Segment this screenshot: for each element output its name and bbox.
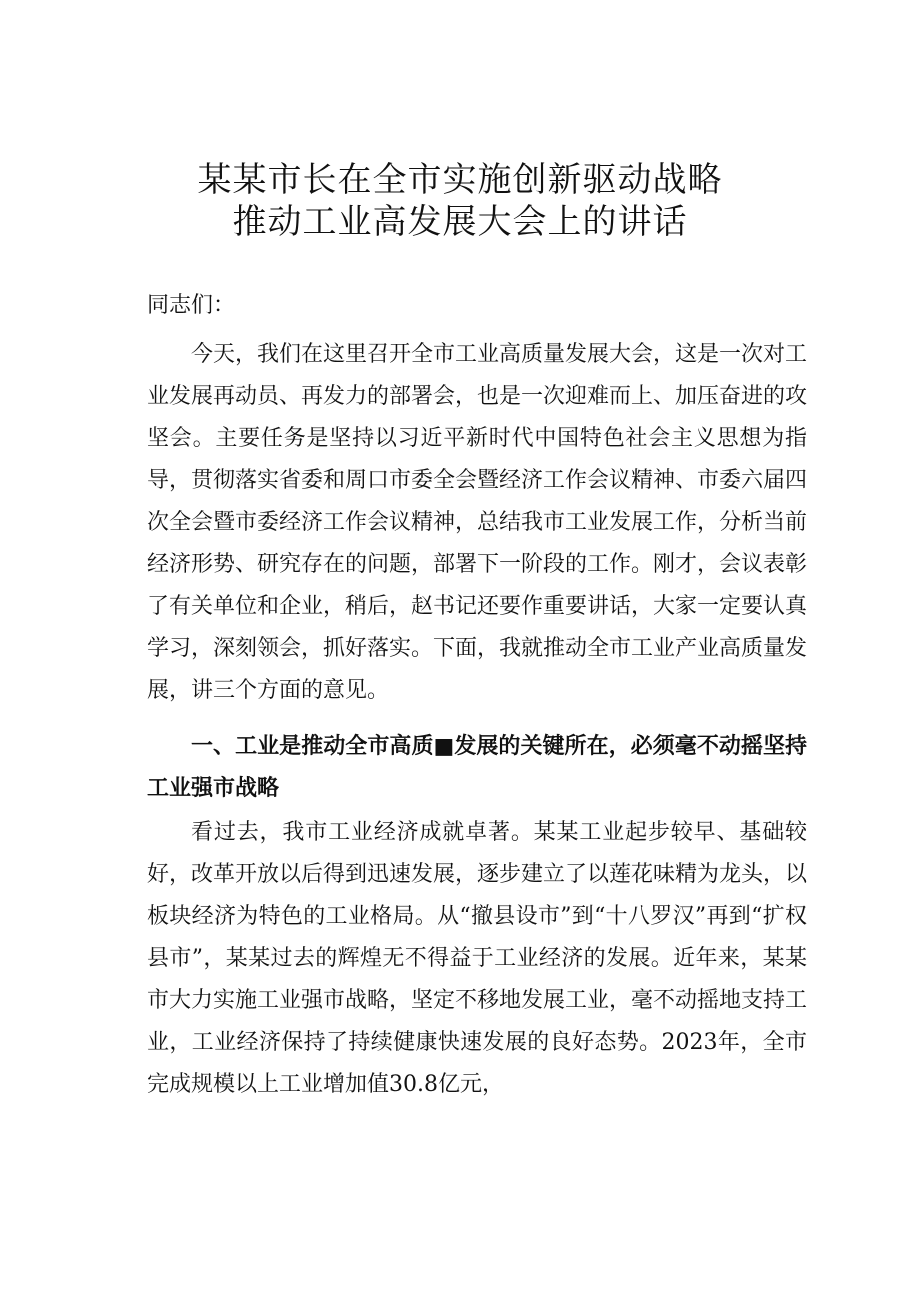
body-paragraph-1: 今天，我们在这里召开全市工业高质量发展大会，这是一次对工业发展再动员、再发力的部署会，也是一次迎难而上、加压奋进的攻坚会。主要任务是坚持以习近平新时代中国特色社会主义思想为指导，贯彻落实省委和周口市委全会暨经济工作会议精神、市委六届四次全会暨市委经济工作会议精神，总结我市工业发展工作，分析当前经济形势、研究存在的问题，部署下一阶段的工作。刚才，会议表彰了有关单位和企业，稍后，赵书记还要作重要讲话，大家一定要认真学习，深刻领会，抓好落实。下面，我就推动全市工业产业高质量发展，讲三个方面的意见。: [147, 342, 808, 703]
document-title-line-1: 某某市长在全市实施创新驱动战略: [197, 160, 723, 200]
section-heading-1: 一、工业是推动全市高质■发展的关键所在，必须毫不动摇坚持工业强市战略: [147, 734, 807, 801]
body-paragraph-2: 看过去，我市工业经济成就卓著。某某工业起步较早、基础较好，改革开放以后得到迅速发展，逐步建立了以莲花味精为龙头，以板块经济为特色的工业格局。从“撤县设市”到“十八罗汉”再到“扩权县市”，某某过去的辉煌无不得益于工业经济的发展。近年来，某某市大力实施工业强市战略，坚定不移地发展工业，毫不动摇地支持工业，工业经济保持了持续健康快速发展的良好态势。2023年，全市完成规模以上工业增加值30.8亿元，: [147, 820, 808, 1097]
document-title-line-2: 推动工业高发展大会上的讲话: [232, 202, 688, 242]
salutation: 同志们：: [147, 293, 236, 318]
